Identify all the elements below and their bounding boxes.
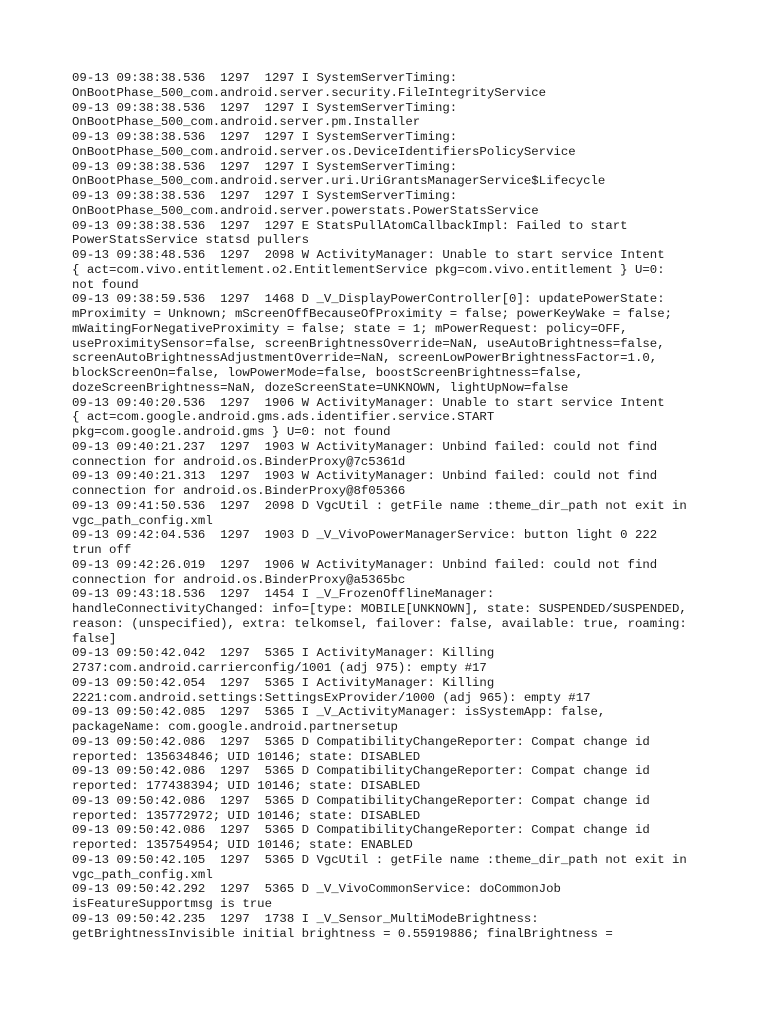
log-line: vgc_path_config.xml — [72, 867, 213, 882]
log-line: reported: 177438394; UID 10146; state: DISABLED — [72, 779, 421, 793]
log-line: 09-13 09:42:26.019 1297 1906 W ActivityManager: Unbind failed: could not find — [72, 557, 658, 572]
log-line: 09-13 09:38:59.536 1297 1468 D _V_DisplayPowerController[0]: updatePowerState: — [72, 292, 665, 307]
log-line: pkg=com.google.android.gms } U=0: not found — [72, 425, 391, 439]
log-line: { act=com.google.android.gms.ads.identifier.service.START — [72, 410, 495, 425]
log-line: connection for android.os.BinderProxy@7c5361d — [72, 454, 406, 469]
log-line: 09-13 09:50:42.105 1297 5365 D VgcUtil : getFile name :theme_dir_path not exit in — [72, 852, 687, 867]
log-line: 09-13 09:50:42.235 1297 1738 I _V_Sensor_MultiModeBrightness: — [72, 911, 539, 926]
log-line: not found — [72, 277, 139, 292]
log-line: 09-13 09:38:38.536 1297 1297 I SystemServerTiming: — [72, 100, 458, 115]
log-line: 09-13 09:41:50.536 1297 2098 D VgcUtil : getFile name :theme_dir_path not exit in — [72, 498, 687, 513]
log-line: reported: 135754954; UID 10146; state: ENABLED — [72, 838, 413, 852]
log-line: 09-13 09:38:38.536 1297 1297 E StatsPullAtomCallbackImpl: Failed to start — [72, 218, 628, 233]
log-line: 09-13 09:40:21.237 1297 1903 W ActivityManager: Unbind failed: could not find — [72, 439, 658, 454]
log-line: trun off — [72, 543, 132, 557]
log-line: 09-13 09:50:42.085 1297 5365 I _V_ActivityManager: isSystemApp: false, — [72, 705, 606, 720]
log-line: reported: 135634846; UID 10146; state: DISABLED — [72, 749, 421, 764]
log-line: screenAutoBrightnessAdjustmentOverride=NaN, screenLowPowerBrightnessFactor=1.0, — [72, 351, 658, 366]
log-line: 09-13 09:50:42.054 1297 5365 I ActivityManager: Killing — [72, 675, 495, 690]
log-line: packageName: com.google.android.partnersetup — [72, 720, 398, 734]
log-line: blockScreenOn=false, lowPowerMode=false, boostScreenBrightness=false, — [72, 366, 584, 380]
log-line: reported: 135772972; UID 10146; state: DISABLED — [72, 808, 421, 823]
log-line: { act=com.vivo.entitlement.o2.EntitlementService pkg=com.vivo.entitlement } U=0: — [72, 262, 665, 277]
log-line: mProximity = Unknown; mScreenOffBecauseOfProximity = false; powerKeyWake = false; — [72, 307, 673, 321]
log-text-block — [72, 71, 752, 941]
log-line: isFeatureSupportmsg is true — [72, 897, 273, 911]
log-line: mWaitingForNegativeProximity = false; state = 1; mPowerRequest: policy=OFF, — [72, 321, 628, 336]
log-line: PowerStatsService statsd pullers — [72, 233, 310, 248]
log-line: 09-13 09:50:42.086 1297 5365 D CompatibilityChangeReporter: Compat change id — [72, 764, 650, 779]
log-line: 09-13 09:38:48.536 1297 2098 W ActivityManager: Unable to start service Intent — [72, 248, 665, 262]
log-line: OnBootPhase_500_com.android.server.uri.UriGrantsManagerService$Lifecycle — [72, 174, 606, 189]
log-line: getBrightnessInvisible initial brightness = 0.55919886; finalBrightness = — [72, 926, 613, 941]
log-line: 09-13 09:38:38.536 1297 1297 I SystemServerTiming: — [72, 189, 458, 203]
log-line: 09-13 09:50:42.292 1297 5365 D _V_VivoCommonService: doCommonJob — [72, 882, 561, 897]
log-line: false] — [72, 631, 117, 646]
log-line: 2221:com.android.settings:SettingsExProvider/1000 (adj 965): empty #17 — [72, 690, 591, 705]
log-line: 09-13 09:50:42.086 1297 5365 D CompatibilityChangeReporter: Compat change id — [72, 793, 650, 808]
log-line: 2737:com.android.carrierconfig/1001 (adj 975): empty #17 — [72, 661, 487, 675]
log-line: 09-13 09:42:04.536 1297 1903 D _V_VivoPowerManagerService: button light 0 222 — [72, 528, 658, 543]
log-line: 09-13 09:40:21.313 1297 1903 W ActivityManager: Unbind failed: could not find — [72, 469, 658, 484]
log-line: 09-13 09:50:42.042 1297 5365 I ActivityManager: Killing — [72, 646, 495, 661]
log-line: OnBootPhase_500_com.android.server.pm.Installer — [72, 115, 421, 130]
log-line: OnBootPhase_500_com.android.server.security.FileIntegrityService — [72, 85, 547, 100]
log-line: 09-13 09:38:38.536 1297 1297 I SystemServerTiming: — [72, 130, 458, 144]
log-line: connection for android.os.BinderProxy@8f05366 — [72, 484, 406, 498]
log-line: vgc_path_config.xml — [72, 513, 213, 528]
log-line: connection for android.os.BinderProxy@a5365bc — [72, 572, 406, 587]
log-line: useProximitySensor=false, screenBrightnessOverride=NaN, useAutoBrightness=false, — [72, 336, 665, 351]
log-line: reason: (unspecified), extra: telkomsel, failover: false, available: true, roaming: — [72, 616, 687, 631]
log-line: 09-13 09:38:38.536 1297 1297 I SystemServerTiming: — [72, 159, 458, 174]
log-line: 09-13 09:50:42.086 1297 5365 D CompatibilityChangeReporter: Compat change id — [72, 823, 650, 838]
log-line: 09-13 09:38:38.536 1297 1297 I SystemServerTiming: — [72, 71, 458, 85]
log-line: 09-13 09:40:20.536 1297 1906 W ActivityManager: Unable to start service Intent — [72, 395, 665, 410]
log-line: handleConnectivityChanged: info=[type: MOBILE[UNKNOWN], state: SUSPENDED/SUSPENDED, — [72, 602, 687, 616]
log-line: 09-13 09:50:42.086 1297 5365 D CompatibilityChangeReporter: Compat change id — [72, 734, 650, 749]
log-line: 09-13 09:43:18.536 1297 1454 I _V_FrozenOfflineManager: — [72, 587, 495, 602]
log-line: OnBootPhase_500_com.android.server.powerstats.PowerStatsService — [72, 203, 539, 218]
log-line: dozeScreenBrightness=NaN, dozeScreenState=UNKNOWN, lightUpNow=false — [72, 380, 569, 395]
log-line: OnBootPhase_500_com.android.server.os.DeviceIdentifiersPolicyService — [72, 144, 576, 159]
